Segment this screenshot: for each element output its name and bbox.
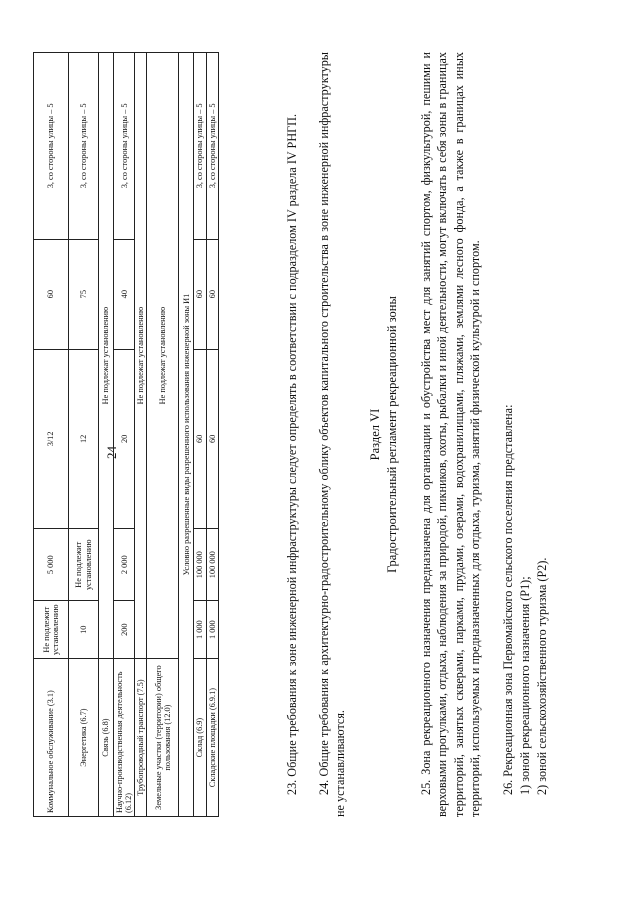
table-row xyxy=(69,53,99,817)
paragraph-25: 25. Зона рекреационного назначения предназначена для организации и обустройства мест для занятий спортом, физкультурой, пешими и верховыми прогулками, отдыха, наблюдения за природой, пикников, охоты, рыбалки и иной деятельности, могут включать в себя зоны в границах территорий, занятых скверами, парками, прудами, озерами, водохранилищами, пляжами, землями лесного фонда, а также в границах иных территорий, используемых и предназначенных для отдыха, туризма, занятий физической культурой и спортом. xyxy=(419,52,483,817)
table-cell: 3, со стороны улицы – 5 xyxy=(194,53,206,240)
paragraph-26: 26. Рекреационная зона Первомайского сельского поселения представлена: xyxy=(501,404,515,795)
page-number: 24 xyxy=(104,446,119,459)
table-row xyxy=(114,53,135,817)
regulations-table xyxy=(33,52,219,817)
table-cell: 40 xyxy=(114,239,135,349)
table-cell: 3, со стороны улицы – 5 xyxy=(206,53,218,240)
section-subtitle: Градостроительный регламент рекреационной зоны xyxy=(385,296,399,573)
table-section-header: Условно разрешенные виды разрешенного использования инженерной зоны И1 xyxy=(179,53,194,817)
table-cell: 1 000 xyxy=(206,601,218,659)
table-cell: Связь (6.8) xyxy=(99,659,114,817)
table-cell: Складские площадки (6.9.1) xyxy=(206,659,218,817)
table-cell: 60 xyxy=(194,239,206,349)
table-cell: 10 xyxy=(69,601,99,659)
table-cell: Не подлежит установлению xyxy=(34,601,69,659)
table-cell: Склад (6.9) xyxy=(194,659,206,817)
table-row xyxy=(179,53,194,817)
paragraph-23: 23. Общие требования к зоне инженерной инфраструктуры следует определять в соответствии с подразделом IV раздела IV РНГП. xyxy=(285,113,299,795)
table-cell: 60 xyxy=(194,349,206,529)
table-cell: 100 000 xyxy=(194,529,206,601)
table-cell: 2 000 xyxy=(114,529,135,601)
table-cell: Не подлежат установлению xyxy=(99,53,114,659)
table-row xyxy=(147,53,179,817)
table-cell: 100 000 xyxy=(206,529,218,601)
table-cell: 3/12 xyxy=(34,349,69,529)
table-cell: 3, со стороны улицы – 5 xyxy=(114,53,135,240)
table-cell: Не подлежит установлению xyxy=(69,529,99,601)
table-row xyxy=(206,53,218,817)
table-row xyxy=(194,53,206,817)
table-cell: 200 xyxy=(114,601,135,659)
table-row xyxy=(135,53,147,817)
table-cell: Научно-производственная деятельность (6.12) xyxy=(114,659,135,817)
table-cell: 75 xyxy=(69,239,99,349)
table-cell: Земельные участки (территории) общего пользования (12.0) xyxy=(147,659,179,817)
list-item-r1: 1) зоной рекреационного назначения (Р1); xyxy=(518,576,532,795)
table-cell: 20 xyxy=(114,349,135,529)
table-cell: 3, со стороны улицы – 5 xyxy=(69,53,99,240)
list-item-r2: 2) зоной сельскохозяйственного туризма (Р2). xyxy=(535,557,549,795)
table-cell: Не подлежат установлению xyxy=(135,53,147,659)
table-cell: 60 xyxy=(34,239,69,349)
paragraph-24: 24. Общие требования к архитектурно-градостроительному облику объектов капитального строительства в зоне инженерной инфраструктуры не устанавливаются. xyxy=(317,52,348,817)
table-cell: 60 xyxy=(206,239,218,349)
table-row xyxy=(34,53,69,817)
table-row xyxy=(99,53,114,817)
section-title: Раздел VI xyxy=(368,408,382,461)
table-cell: Коммунальное обслуживание (3.1) xyxy=(34,659,69,817)
table-cell: 3, со стороны улицы – 5 xyxy=(34,53,69,240)
table-cell: Не подлежат установлению xyxy=(147,53,179,659)
table-cell: Энергетика (6.7) xyxy=(69,659,99,817)
table-cell: 5 000 xyxy=(34,529,69,601)
table-cell: 12 xyxy=(69,349,99,529)
table-cell: Трубопроводный транспорт (7.5) xyxy=(135,659,147,817)
table-cell: 60 xyxy=(206,349,218,529)
table-cell: 1 000 xyxy=(194,601,206,659)
